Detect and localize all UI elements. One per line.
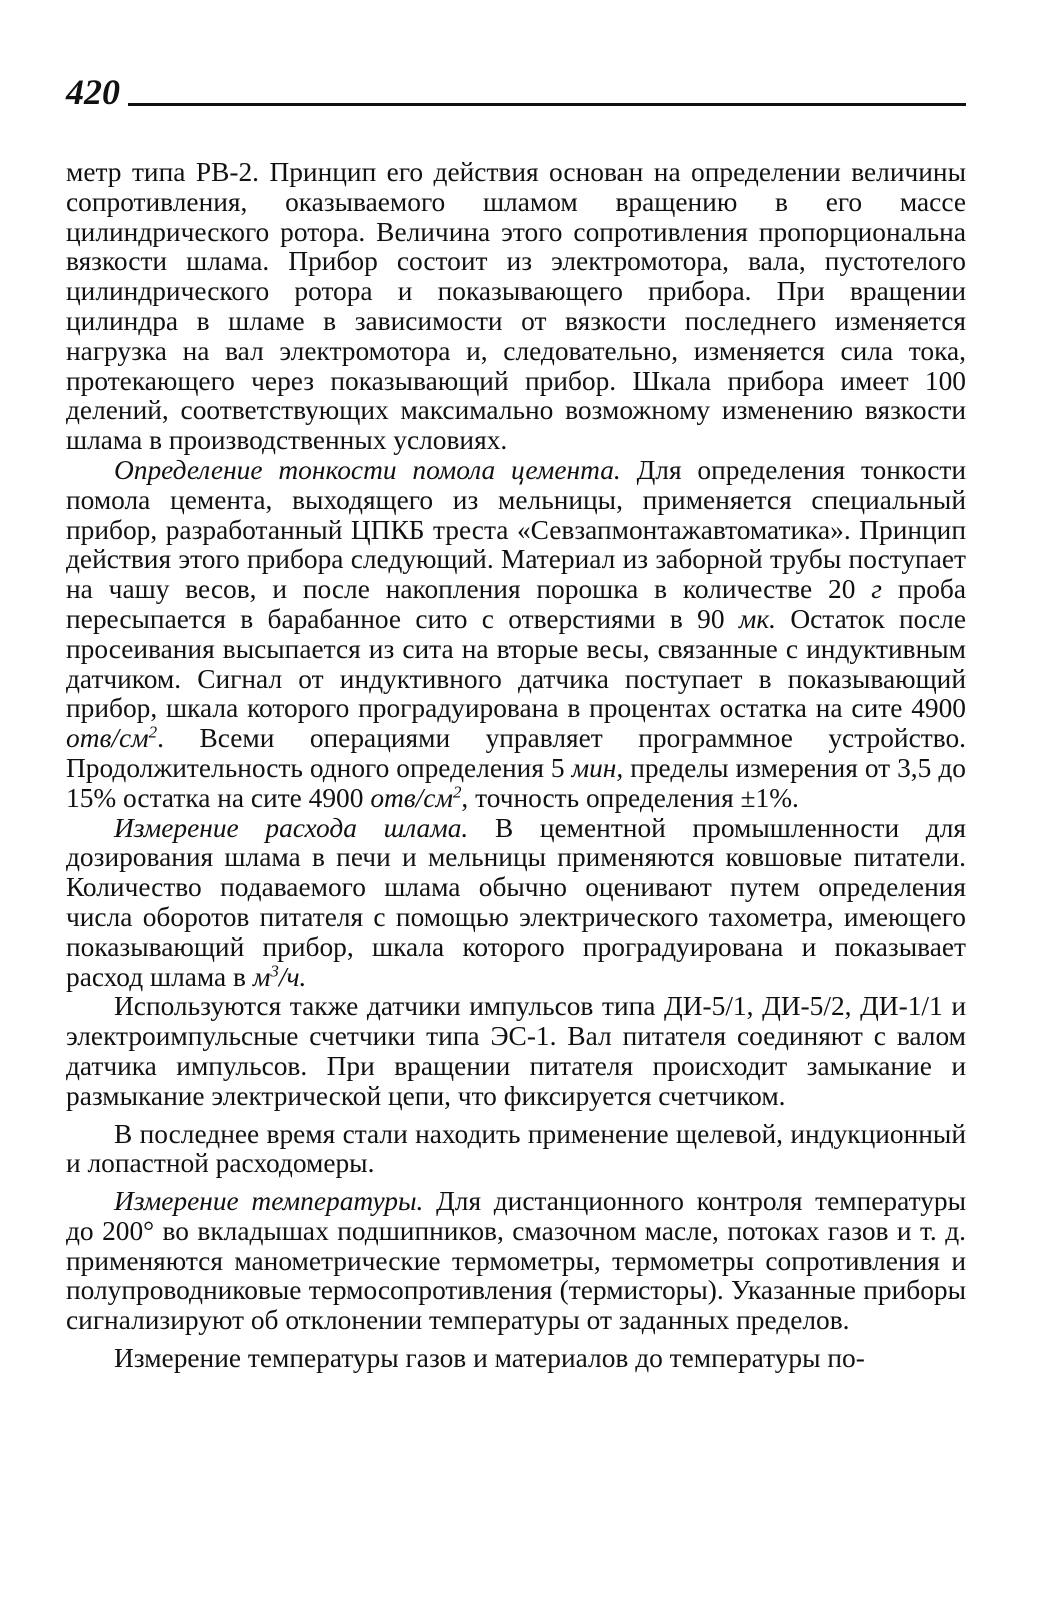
paragraph-pulse-sensors bbox=[66, 992, 966, 1111]
paragraph-flowmeters bbox=[66, 1120, 966, 1180]
unit-micron: мк. bbox=[738, 603, 777, 634]
page-number: 420 bbox=[66, 72, 120, 112]
paragraph-text: проба пересыпается в барабанное сито с отверстиями в 90 bbox=[66, 574, 966, 634]
run-in-heading: Определение тонкости помола цемента. bbox=[114, 454, 621, 485]
paragraph-text: Для дистанционного контроля температуры до 200° во вкладышах подшипников, смазочном масле, потоках газов и т. д. применяются манометрические термометры, термометры сопротивления и полупроводниковые термосопротивления (термисторы). Указанные приборы сигнализируют об отклонении температуры от заданных пределов. bbox=[66, 1186, 966, 1336]
unit-minute: мин, bbox=[571, 752, 624, 783]
run-in-heading: Измерение расхода шлама. bbox=[114, 812, 469, 843]
page bbox=[66, 62, 966, 1374]
paragraph-text: Измерение температуры газов и материалов до температуры по- bbox=[114, 1343, 865, 1374]
unit-exponent: 2 bbox=[452, 782, 462, 802]
unit-holes-per-cm2 bbox=[370, 783, 461, 813]
paragraph-text: пределы измерения от 3,5 до 15% остатка на сите 4900 bbox=[66, 752, 966, 813]
unit-gram: г bbox=[871, 574, 882, 605]
unit-cubic-meter-per-hour bbox=[253, 962, 307, 992]
body-text bbox=[66, 158, 966, 1374]
paragraph-text: , точность определения ±1%. bbox=[461, 782, 799, 813]
header-rule bbox=[128, 103, 966, 106]
unit-exponent: 2 bbox=[148, 722, 158, 742]
run-in-heading: Измерение температуры. bbox=[114, 1186, 424, 1217]
paragraph-text: В цементной промышленности для дозирования шлама в печи и мельницы применяются ковшовые питатели. Количество подаваемого шлама обычно оценивают путем определения числа оборотов питателя с помощью электрического тахометра, имеющего показывающий прибор, шкала которого проградуирована и показывает расход шлама в bbox=[66, 812, 966, 992]
paragraph-viscometer bbox=[66, 158, 966, 456]
unit-text: /ч. bbox=[278, 961, 307, 992]
paragraph-text: Для определения тонкости помола цемента, выходящего из мельницы, применяется специальный прибор, разработанный ЦПКБ треста «Севзапмонтажавтоматика». Принцип действия этого прибора следующий. Материал из заборной трубы поступает на чашу весов, и после накопления порошка в количестве 20 bbox=[66, 454, 966, 605]
paragraph-text: Остаток после просеивания высыпается из сита на вторые весы, связанные с индуктивным датчиком. Сигнал от индуктивного датчика поступает в показывающий прибор, шкала которого проградуирована в процентах остатка на сите 4900 bbox=[66, 603, 966, 724]
unit-exponent: 3 bbox=[270, 961, 279, 981]
paragraph-text: метр типа РВ-2. Принцип его действия основан на определении величины сопротивления, оказываемого шламом вращению в его массе цилиндрического ротора. Величина этого сопротивления пропорциональна вязкости шлама. Прибор состоит из электромотора, вала, пустотелого цилиндрического ротора и показывающего прибора. При вращении цилиндра в шламе в зависимости от вязкости последнего изменяется нагрузка на вал электромотора и, следовательно, изменяется сила тока, протекающего через показывающий прибор. Шкала прибора имеет 100 делений, соответствующих максимально возможному изменению вязкости шлама в производственных условиях. bbox=[66, 157, 966, 456]
paragraph-text: . Всеми операциями управляет программное устройство. Продолжительность одного определения 5 bbox=[66, 723, 966, 783]
unit-holes-per-cm2 bbox=[66, 723, 157, 753]
paragraph-slurry-flow bbox=[66, 814, 966, 993]
paragraph-temperature bbox=[66, 1187, 966, 1336]
paragraph-text: Используются также датчики импульсов типа ДИ-5/1, ДИ-5/2, ДИ-1/1 и электроимпульсные счетчики типа ЭС-1. Вал питателя соединяют с валом датчика импульсов. При вращении питателя происходит замыкание и размыкание электрической цепи, что фиксируется счетчиком. bbox=[66, 991, 966, 1111]
paragraph-text: В последнее время стали находить применение щелевой, индукционный и лопастной расходомеры. bbox=[66, 1118, 966, 1179]
page-header bbox=[66, 62, 966, 110]
unit-text: отв/см bbox=[66, 723, 149, 754]
unit-text: отв/см bbox=[370, 782, 453, 813]
paragraph-gas-temperature bbox=[66, 1344, 966, 1374]
unit-text: м bbox=[252, 961, 271, 992]
paragraph-cement-fineness bbox=[66, 456, 966, 814]
